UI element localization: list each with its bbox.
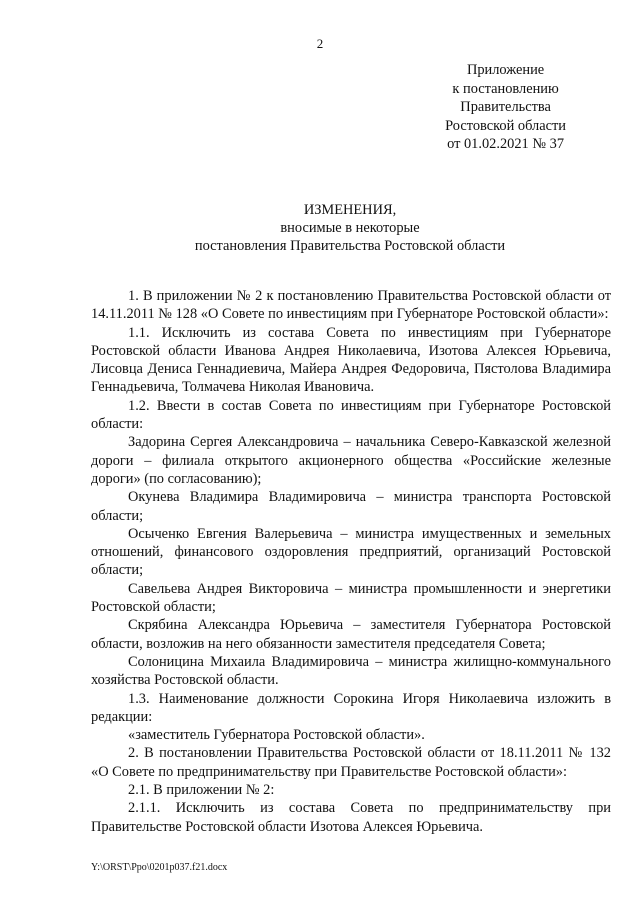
appendix-header (445, 61, 566, 154)
document-subtitle: вносимые в некоторые (280, 220, 420, 236)
document-body (91, 287, 611, 836)
appendix-line: Правительства (460, 99, 551, 115)
paragraph: 1.1. Исключить из состава Совета по инвестициям при Губернаторе Ростовской области Иванова Андрея Николаевича, Изотова Алексея Юрьевича, Лисовца Дениса Геннадиевича, Майера Андрея Федоровича, Пястолова Владимира Геннадьевича, Толмачева Николая Ивановича. (91, 324, 611, 396)
paragraph: Солоницина Михаила Владимировича – министра жилищно-коммунального хозяйства Ростовской области. (91, 653, 611, 689)
paragraph: Скрябина Александра Юрьевича – заместителя Губернатора Ростовской области, возложив на него обязанности заместителя председателя Совета; (91, 617, 611, 652)
appendix-line: Приложение (466, 62, 545, 78)
paragraph: Окунева Владимира Владимировича – министра транспорта Ростовской области; (91, 489, 611, 524)
document-title: ИЗМЕНЕНИЯ, (303, 202, 397, 218)
file-path-footer: Y:\ORST\Ppo\0201p037.f21.docx (91, 862, 228, 873)
appendix-line: от 01.02.2021 № 37 (447, 136, 565, 152)
page-number: 2 (316, 36, 324, 51)
appendix-line: Ростовской области (445, 117, 566, 134)
paragraph: 1.3. Наименование должности Сорокина Игоря Николаевича изложить в редакции: (91, 690, 611, 725)
paragraph: 2. В постановлении Правительства Ростовской области от 18.11.2011 № 132 «О Совете по предпринимательству при Правительстве Ростовской области»: (91, 745, 611, 780)
paragraph: «заместитель Губернатора Ростовской области». (128, 727, 425, 744)
paragraph: 1. В приложении № 2 к постановлению Правительства Ростовской области от 14.11.2011 № 128 «О Совете по инвестициям при Губернаторе Ростовской области»: (91, 288, 611, 323)
document-subtitle: постановления Правительства Ростовской области (194, 238, 506, 254)
paragraph: 1.2. Ввести в состав Совета по инвестициям при Губернаторе Ростовской области: (91, 397, 611, 433)
paragraph: 2.1.1. Исключить из состава Совета по предпринимательству при Правительстве Ростовской области Изотова Алексея Юрьевича. (91, 800, 611, 835)
paragraph: Савельева Андрея Викторовича – министра промышленности и энергетики Ростовской области; (91, 580, 611, 616)
appendix-line: к постановлению (452, 80, 559, 97)
paragraph: Задорина Сергея Александровича – начальника Северо-Кавказской железной дороги – филиала открытого акционерного общества «Российские железные дороги» (по согласованию); (91, 434, 611, 487)
paragraph: Осыченко Евгения Валерьевича – министра имущественных и земельных отношений, финансового оздоровления предприятий, организаций Ростовской области; (91, 525, 611, 579)
paragraph: 2.1. В приложении № 2: (128, 782, 275, 799)
